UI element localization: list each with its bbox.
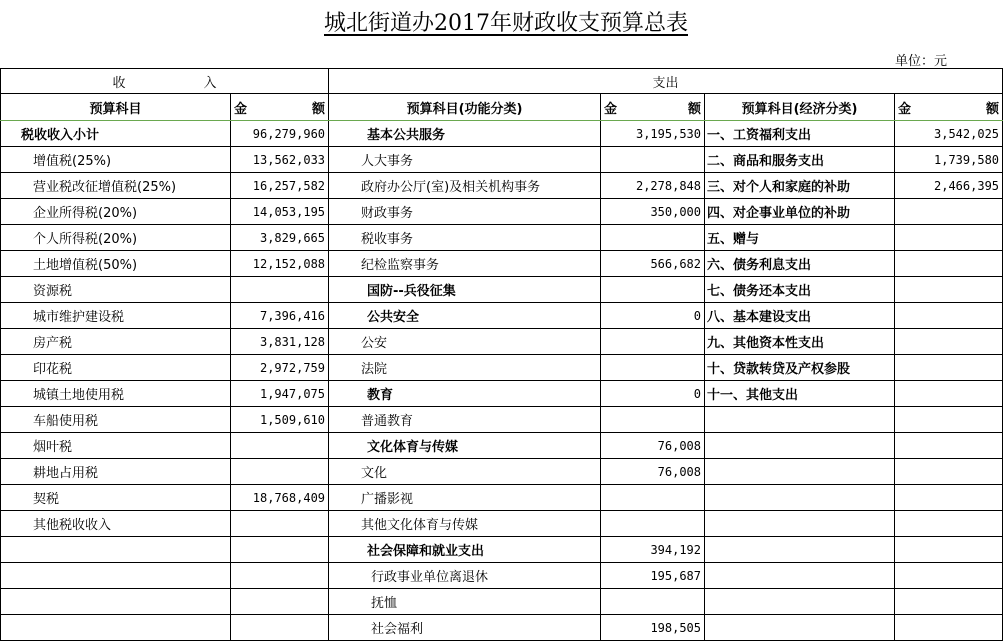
function-amount-cell: 198,505 (601, 615, 705, 641)
econ-item-header: 预算科目(经济分类) (705, 94, 895, 121)
function-amount-cell (601, 329, 705, 355)
function-amount-cell: 76,008 (601, 433, 705, 459)
function-amount-cell: 0 (601, 303, 705, 329)
function-item-cell: 公共安全 (329, 303, 601, 329)
table-row (1, 277, 1003, 303)
economic-amount-cell (895, 277, 1003, 303)
function-amount-cell: 3,195,530 (601, 121, 705, 147)
income-amount-cell: 1,947,075 (231, 381, 329, 407)
function-item-cell: 教育 (329, 381, 601, 407)
income-item-cell: 车船使用税 (1, 407, 231, 433)
economic-item-cell (705, 407, 895, 433)
function-amount-cell (601, 485, 705, 511)
table-row (1, 589, 1003, 615)
economic-item-cell (705, 615, 895, 641)
income-item-cell (1, 615, 231, 641)
function-item-cell: 文化 (329, 459, 601, 485)
page-title-text: 城北街道办2017年财政收支预算总表 (324, 11, 688, 36)
economic-item-cell (705, 537, 895, 563)
header-row-2 (1, 94, 1003, 121)
function-item-cell: 其他文化体育与传媒 (329, 511, 601, 537)
income-item-cell: 其他税收收入 (1, 511, 231, 537)
economic-amount-cell (895, 355, 1003, 381)
economic-amount-cell (895, 563, 1003, 589)
table-row (1, 407, 1003, 433)
income-item-cell (1, 563, 231, 589)
table-row (1, 511, 1003, 537)
function-item-cell: 人大事务 (329, 147, 601, 173)
function-item-cell: 纪检监察事务 (329, 251, 601, 277)
income-amount-cell: 18,768,409 (231, 485, 329, 511)
economic-amount-cell (895, 615, 1003, 641)
economic-amount-cell (895, 433, 1003, 459)
economic-amount-cell (895, 485, 1003, 511)
income-item-cell: 增值税(25%) (1, 147, 231, 173)
table-row (1, 355, 1003, 381)
economic-item-cell: 四、对企事业单位的补助 (705, 199, 895, 225)
table-row (1, 615, 1003, 641)
function-amount-cell (601, 277, 705, 303)
table-row (1, 459, 1003, 485)
function-item-cell: 基本公共服务 (329, 121, 601, 147)
economic-amount-cell (895, 225, 1003, 251)
economic-item-cell (705, 511, 895, 537)
table-row (1, 381, 1003, 407)
function-item-cell: 税收事务 (329, 225, 601, 251)
income-amount-cell (231, 615, 329, 641)
table-row (1, 173, 1003, 199)
income-amount-cell: 1,509,610 (231, 407, 329, 433)
income-amount-cell (231, 537, 329, 563)
economic-item-cell: 一、工资福利支出 (705, 121, 895, 147)
function-item-cell: 普通教育 (329, 407, 601, 433)
income-amount-cell (231, 563, 329, 589)
table-row (1, 537, 1003, 563)
table-row (1, 433, 1003, 459)
economic-item-cell: 二、商品和服务支出 (705, 147, 895, 173)
income-item-cell: 城镇土地使用税 (1, 381, 231, 407)
function-amount-cell: 0 (601, 381, 705, 407)
economic-amount-cell: 1,739,580 (895, 147, 1003, 173)
page-title (270, 6, 688, 37)
function-amount-cell: 2,278,848 (601, 173, 705, 199)
economic-item-cell (705, 433, 895, 459)
func-amount-header: 金 额 (601, 94, 705, 121)
income-amount-header: 金 额 (231, 94, 329, 121)
income-amount-cell: 3,831,128 (231, 329, 329, 355)
income-item-cell: 城市维护建设税 (1, 303, 231, 329)
function-amount-cell (601, 511, 705, 537)
function-amount-cell (601, 147, 705, 173)
function-item-cell: 政府办公厅(室)及相关机构事务 (329, 173, 601, 199)
function-amount-cell (601, 355, 705, 381)
function-item-cell: 公安 (329, 329, 601, 355)
economic-item-cell: 八、基本建设支出 (705, 303, 895, 329)
economic-amount-cell (895, 329, 1003, 355)
income-item-cell: 营业税改征增值税(25%) (1, 173, 231, 199)
func-item-header: 预算科目(功能分类) (329, 94, 601, 121)
economic-amount-cell: 2,466,395 (895, 173, 1003, 199)
income-item-cell: 个人所得税(20%) (1, 225, 231, 251)
economic-item-cell (705, 459, 895, 485)
income-item-cell (1, 589, 231, 615)
budget-table (0, 68, 1003, 641)
expense-header: 支出 (329, 69, 1003, 94)
function-item-cell: 广播影视 (329, 485, 601, 511)
function-amount-cell: 76,008 (601, 459, 705, 485)
economic-amount-cell (895, 303, 1003, 329)
income-item-cell: 房产税 (1, 329, 231, 355)
table-row (1, 251, 1003, 277)
table-row (1, 225, 1003, 251)
income-item-cell: 税收收入小计 (1, 121, 231, 147)
economic-item-cell: 七、债务还本支出 (705, 277, 895, 303)
income-item-cell: 土地增值税(50%) (1, 251, 231, 277)
function-item-cell: 法院 (329, 355, 601, 381)
economic-amount-cell (895, 511, 1003, 537)
function-item-cell: 社会保障和就业支出 (329, 537, 601, 563)
header-row-1 (1, 69, 1003, 94)
economic-item-cell: 五、赠与 (705, 225, 895, 251)
income-item-cell: 烟叶税 (1, 433, 231, 459)
income-item-cell: 耕地占用税 (1, 459, 231, 485)
income-amount-cell: 14,053,195 (231, 199, 329, 225)
income-header: 收 入 (1, 69, 329, 94)
function-amount-cell (601, 225, 705, 251)
income-amount-cell: 12,152,088 (231, 251, 329, 277)
income-amount-cell (231, 511, 329, 537)
economic-amount-cell (895, 589, 1003, 615)
economic-amount-cell (895, 251, 1003, 277)
function-item-cell: 国防--兵役征集 (329, 277, 601, 303)
income-amount-cell (231, 277, 329, 303)
economic-item-cell (705, 589, 895, 615)
function-amount-cell (601, 589, 705, 615)
table-row (1, 121, 1003, 147)
table-row (1, 563, 1003, 589)
function-amount-cell (601, 407, 705, 433)
income-amount-cell: 13,562,033 (231, 147, 329, 173)
econ-amount-header: 金 额 (895, 94, 1003, 121)
unit-label: 单位：元 (895, 54, 948, 69)
function-item-cell: 抚恤 (329, 589, 601, 615)
table-row (1, 199, 1003, 225)
income-amount-cell (231, 589, 329, 615)
income-amount-cell: 96,279,960 (231, 121, 329, 147)
income-item-cell: 契税 (1, 485, 231, 511)
economic-item-cell: 六、债务利息支出 (705, 251, 895, 277)
function-amount-cell: 350,000 (601, 199, 705, 225)
income-item-cell: 印花税 (1, 355, 231, 381)
function-item-cell: 文化体育与传媒 (329, 433, 601, 459)
income-item-cell: 企业所得税(20%) (1, 199, 231, 225)
function-item-cell: 行政事业单位离退休 (329, 563, 601, 589)
table-row (1, 485, 1003, 511)
economic-item-cell: 十、贷款转贷及产权参股 (705, 355, 895, 381)
income-item-cell: 资源税 (1, 277, 231, 303)
table-row (1, 303, 1003, 329)
economic-amount-cell (895, 537, 1003, 563)
income-item-cell (1, 537, 231, 563)
economic-amount-cell (895, 459, 1003, 485)
function-amount-cell: 394,192 (601, 537, 705, 563)
economic-item-cell: 九、其他资本性支出 (705, 329, 895, 355)
function-amount-cell: 566,682 (601, 251, 705, 277)
function-item-cell: 财政事务 (329, 199, 601, 225)
income-amount-cell: 7,396,416 (231, 303, 329, 329)
economic-amount-cell (895, 381, 1003, 407)
economic-item-cell: 十一、其他支出 (705, 381, 895, 407)
function-amount-cell: 195,687 (601, 563, 705, 589)
income-amount-cell: 3,829,665 (231, 225, 329, 251)
income-amount-cell: 2,972,759 (231, 355, 329, 381)
income-amount-cell: 16,257,582 (231, 173, 329, 199)
income-item-header: 预算科目 (1, 94, 231, 121)
title-row (0, 0, 1004, 69)
economic-amount-cell (895, 407, 1003, 433)
economic-amount-cell (895, 199, 1003, 225)
function-item-cell: 社会福利 (329, 615, 601, 641)
table-row (1, 147, 1003, 173)
income-amount-cell (231, 459, 329, 485)
economic-item-cell: 三、对个人和家庭的补助 (705, 173, 895, 199)
table-row (1, 329, 1003, 355)
economic-item-cell (705, 563, 895, 589)
income-amount-cell (231, 433, 329, 459)
economic-item-cell (705, 485, 895, 511)
economic-amount-cell: 3,542,025 (895, 121, 1003, 147)
